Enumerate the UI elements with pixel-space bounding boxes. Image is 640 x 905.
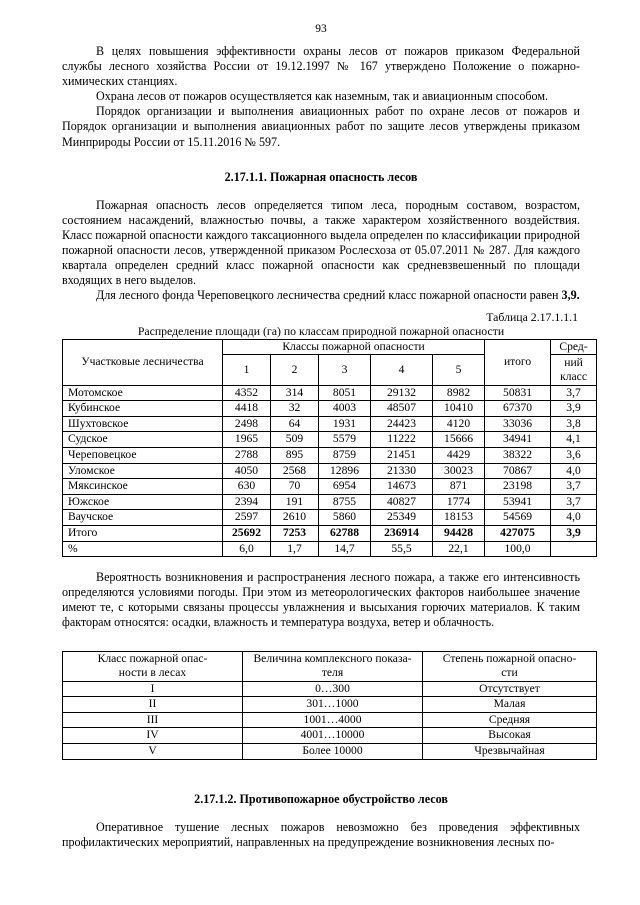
table1-cell-c2: 509 xyxy=(271,432,319,448)
page-number: 93 xyxy=(315,23,327,35)
table1-cell-avg: 3,8 xyxy=(551,416,597,432)
table-row xyxy=(63,697,597,713)
table1-cell-c2: 1,7 xyxy=(271,541,319,557)
paragraph-5 xyxy=(62,288,580,303)
table1-cell-avg: 3,7 xyxy=(551,385,597,401)
table-row xyxy=(63,728,597,744)
table1-cell-c1: 2597 xyxy=(223,510,271,526)
spacer xyxy=(62,185,580,198)
paragraph-4: Пожарная опасность лесов определяется типом леса, породным составом, возрастом, состоянием насаждений, влажностью почвы, а также характером хозяйственного воздействия. Класс пожарной опасности каждого таксационного выдела определен по классификации природной пожарной опасности лесов, утвержденной приказом Рослесхоза от 05.07.2011 № 287. Для каждого квартала определен средний класс пожарной опасности как средневзвешенный по площади входящих в него выделов. xyxy=(62,197,580,288)
table-row xyxy=(63,385,597,401)
table1-cell-total: 50831 xyxy=(485,385,551,401)
table1-cell-c2: 2568 xyxy=(271,463,319,479)
table1-cell-c2: 2610 xyxy=(271,510,319,526)
table1-cell-c1: 2394 xyxy=(223,494,271,510)
table2-cell-degree: Отсутствует xyxy=(423,681,597,697)
table1-cell-c3: 1931 xyxy=(319,416,371,432)
table1-cell-c3: 5860 xyxy=(319,510,371,526)
table1-cell-c4: 24423 xyxy=(371,416,433,432)
table2-header-row-2 xyxy=(63,666,597,681)
table1-cell-c4: 25349 xyxy=(371,510,433,526)
table1-cell-c1: 4418 xyxy=(223,401,271,417)
table1-cell-c5: 15666 xyxy=(433,432,485,448)
table1-number: Таблица 2.17.1.1.1 xyxy=(486,310,578,325)
table1-cell-c5: 871 xyxy=(433,479,485,495)
table1-cell-avg xyxy=(551,541,597,557)
paragraph-6: Вероятность возникновения и распространения лесного пожара, а также его интенсивность определяются условиями погоды. При этом из метеорологических факторов наибольшее значение имеют те, с которыми связаны процессы увлажнения и высыхания горючих материалов. К таким факторам относятся: осадки, влажность и температура воздуха, ветер и облачность. xyxy=(62,570,580,630)
table1-header-class-1: 1 xyxy=(223,355,271,385)
section-heading-2-17-1-2: 2.17.1.2. Противопожарное обустройство лесов xyxy=(194,791,448,806)
table-row xyxy=(63,681,597,697)
table1-cell-name: Итого xyxy=(63,525,223,541)
table1-header-avgclass-line3: класс xyxy=(551,370,597,385)
table1-cell-c4: 55,5 xyxy=(371,541,433,557)
spacer xyxy=(62,807,580,820)
table1-cell-c3: 5579 xyxy=(319,432,371,448)
table1-cell-name: Мяксинское xyxy=(63,479,223,495)
paragraph-2: Охрана лесов от пожаров осуществляется как наземным, так и авиационным способом. xyxy=(96,89,549,104)
table1-cell-c1: 25692 xyxy=(223,525,271,541)
table1-cell-avg: 4,1 xyxy=(551,432,597,448)
table-row-percent xyxy=(63,541,597,557)
table1-cell-c4: 21330 xyxy=(371,463,433,479)
table1-cell-name: Судское xyxy=(63,432,223,448)
table2-header-row-1 xyxy=(63,651,597,666)
table2-cell-value: Более 10000 xyxy=(243,744,423,760)
table1-cell-c4: 11222 xyxy=(371,432,433,448)
table1-cell-c1: 6,0 xyxy=(223,541,271,557)
table1-cell-name: % xyxy=(63,541,223,557)
table1-cell-c5: 1774 xyxy=(433,494,485,510)
table2-cell-class: V xyxy=(63,744,243,760)
table1-header-row-1 xyxy=(63,339,597,355)
table2-cell-value: 4001…10000 xyxy=(243,728,423,744)
table1-cell-c4: 14673 xyxy=(371,479,433,495)
table1-cell-c5: 4120 xyxy=(433,416,485,432)
table1-cell-c4: 29132 xyxy=(371,385,433,401)
table1-cell-c3: 4003 xyxy=(319,401,371,417)
table1-cell-total: 427075 xyxy=(485,525,551,541)
average-fire-class-value: 3,9. xyxy=(561,288,580,303)
table2-cell-value: 1001…4000 xyxy=(243,712,423,728)
table1-cell-name: Уломское xyxy=(63,463,223,479)
table1-cell-total: 33036 xyxy=(485,416,551,432)
table1-cell-total: 100,0 xyxy=(485,541,551,557)
table-row xyxy=(63,712,597,728)
paragraph-3: Порядок организации и выполнения авиационных работ по охране лесов от пожаров и Порядок организации и выполнения авиационных работ по защите лесов утверждены приказом Минприроды России от 15.11.2016 № 597. xyxy=(62,104,580,149)
table2-body xyxy=(63,681,597,759)
table1-cell-c2: 32 xyxy=(271,401,319,417)
table1-cell-c4: 40827 xyxy=(371,494,433,510)
table1-cell-c5: 22,1 xyxy=(433,541,485,557)
table1-cell-c2: 7253 xyxy=(271,525,319,541)
table-row xyxy=(63,401,597,417)
table-row xyxy=(63,416,597,432)
table1-cell-c5: 18153 xyxy=(433,510,485,526)
table1-header-class-4: 4 xyxy=(371,355,433,385)
table1-cell-c5: 94428 xyxy=(433,525,485,541)
spacer xyxy=(62,557,580,570)
table2-cell-degree: Высокая xyxy=(423,728,597,744)
table2-header-degree-line1: Степень пожарной опасно- xyxy=(423,651,597,666)
table1-cell-avg: 3,7 xyxy=(551,479,597,495)
table1-cell-c5: 30023 xyxy=(433,463,485,479)
table1-cell-c5: 10410 xyxy=(433,401,485,417)
table2-header-class-line2: ности в лесах xyxy=(63,666,243,681)
table1-cell-c5: 8982 xyxy=(433,385,485,401)
table1-cell-c5: 4429 xyxy=(433,447,485,463)
table2-cell-value: 301…1000 xyxy=(243,697,423,713)
table1-cell-c4: 236914 xyxy=(371,525,433,541)
table1-cell-avg: 3,6 xyxy=(551,447,597,463)
table1-cell-avg: 4,0 xyxy=(551,510,597,526)
table2-cell-class: IV xyxy=(63,728,243,744)
table1-cell-c2: 191 xyxy=(271,494,319,510)
table-row xyxy=(63,744,597,760)
fire-danger-class-scale-table xyxy=(62,651,597,760)
table1-cell-name: Череповецкое xyxy=(63,447,223,463)
table1-cell-c3: 8051 xyxy=(319,385,371,401)
table1-caption: Распределение площади (га) по классам природной пожарной опасности xyxy=(137,324,505,339)
table1-cell-name: Кубинское xyxy=(63,401,223,417)
table1-cell-name: Мотомское xyxy=(63,385,223,401)
table-row xyxy=(63,432,597,448)
table-row xyxy=(63,447,597,463)
table2-header-degree-line2: сти xyxy=(423,666,597,681)
table1-header-avgclass-line1: Сред- xyxy=(551,339,597,355)
table2-header-class-line1: Класс пожарной опас- xyxy=(63,651,243,666)
table2-cell-degree: Чрезвычайная xyxy=(423,744,597,760)
table1-cell-total: 38322 xyxy=(485,447,551,463)
table1-cell-avg: 4,0 xyxy=(551,463,597,479)
table1-cell-total: 34941 xyxy=(485,432,551,448)
table1-cell-c1: 2498 xyxy=(223,416,271,432)
table2-cell-degree: Средняя xyxy=(423,712,597,728)
spacer xyxy=(62,303,580,310)
table1-cell-name: Ваучское xyxy=(63,510,223,526)
table1-header-total: итого xyxy=(485,339,551,385)
table1-cell-avg: 3,7 xyxy=(551,494,597,510)
table1-cell-c3: 14,7 xyxy=(319,541,371,557)
table2-cell-class: III xyxy=(63,712,243,728)
paragraph-7: Оперативное тушение лесных пожаров невозможно без проведения эффективных профилактических мероприятий, направленных на предупреждение возникновения лесных по- xyxy=(62,819,580,849)
table1-cell-c1: 1965 xyxy=(223,432,271,448)
table1-cell-total: 70867 xyxy=(485,463,551,479)
table1-body xyxy=(63,385,597,557)
table1-cell-c4: 21451 xyxy=(371,447,433,463)
table1-cell-c2: 70 xyxy=(271,479,319,495)
spacer xyxy=(62,760,580,792)
table1-cell-c1: 4352 xyxy=(223,385,271,401)
table1-cell-c3: 12896 xyxy=(319,463,371,479)
table1-cell-c3: 8755 xyxy=(319,494,371,510)
table1-header-avgclass-line2: ний xyxy=(551,355,597,370)
table1-cell-name: Южское xyxy=(63,494,223,510)
paragraph-5-text: Для лесного фонда Череповецкого лесничества средний класс пожарной опасности равен xyxy=(96,288,562,303)
table-row xyxy=(63,494,597,510)
spacer xyxy=(62,150,580,170)
table1-header-class-5: 5 xyxy=(433,355,485,385)
table2-header-value-line2: теля xyxy=(243,666,423,681)
table1-cell-avg: 3,9 xyxy=(551,401,597,417)
spacer xyxy=(62,631,580,651)
paragraph-1: В целях повышения эффективности охраны лесов от пожаров приказом Федеральной службы лесного хозяйства России от 19.12.1997 № 167 утверждено Положение о пожарно-химических станциях. xyxy=(62,44,580,89)
table1-cell-c1: 2788 xyxy=(223,447,271,463)
table-row xyxy=(63,479,597,495)
table1-cell-total: 53941 xyxy=(485,494,551,510)
table2-cell-class: II xyxy=(63,697,243,713)
table1-cell-c3: 8759 xyxy=(319,447,371,463)
table2-header-value-line1: Величина комплексного показа- xyxy=(243,651,423,666)
table1-cell-c4: 48507 xyxy=(371,401,433,417)
table1-header-class-2: 2 xyxy=(271,355,319,385)
table2-cell-degree: Малая xyxy=(423,697,597,713)
section-heading-2-17-1-1: 2.17.1.1. Пожарная опасность лесов xyxy=(224,169,418,184)
table1-cell-name: Шухтовское xyxy=(63,416,223,432)
table1-cell-c3: 6954 xyxy=(319,479,371,495)
table1-cell-total: 23198 xyxy=(485,479,551,495)
table1-cell-total: 67370 xyxy=(485,401,551,417)
table1-cell-avg: 3,9 xyxy=(551,525,597,541)
table1-cell-c1: 630 xyxy=(223,479,271,495)
table1-header-class-3: 3 xyxy=(319,355,371,385)
table1-cell-c2: 895 xyxy=(271,447,319,463)
table2-cell-value: 0…300 xyxy=(243,681,423,697)
table1-header-forestry: Участковые лесничества xyxy=(63,339,223,385)
table-row-total xyxy=(63,525,597,541)
table1-cell-c2: 314 xyxy=(271,385,319,401)
table2-cell-class: I xyxy=(63,681,243,697)
fire-danger-area-table xyxy=(62,339,597,557)
table-row xyxy=(63,463,597,479)
table1-header-classes-group: Классы пожарной опасности xyxy=(223,339,485,355)
table1-cell-c1: 4050 xyxy=(223,463,271,479)
table-row xyxy=(63,510,597,526)
table1-cell-total: 54569 xyxy=(485,510,551,526)
table1-cell-c3: 62788 xyxy=(319,525,371,541)
table1-cell-c2: 64 xyxy=(271,416,319,432)
